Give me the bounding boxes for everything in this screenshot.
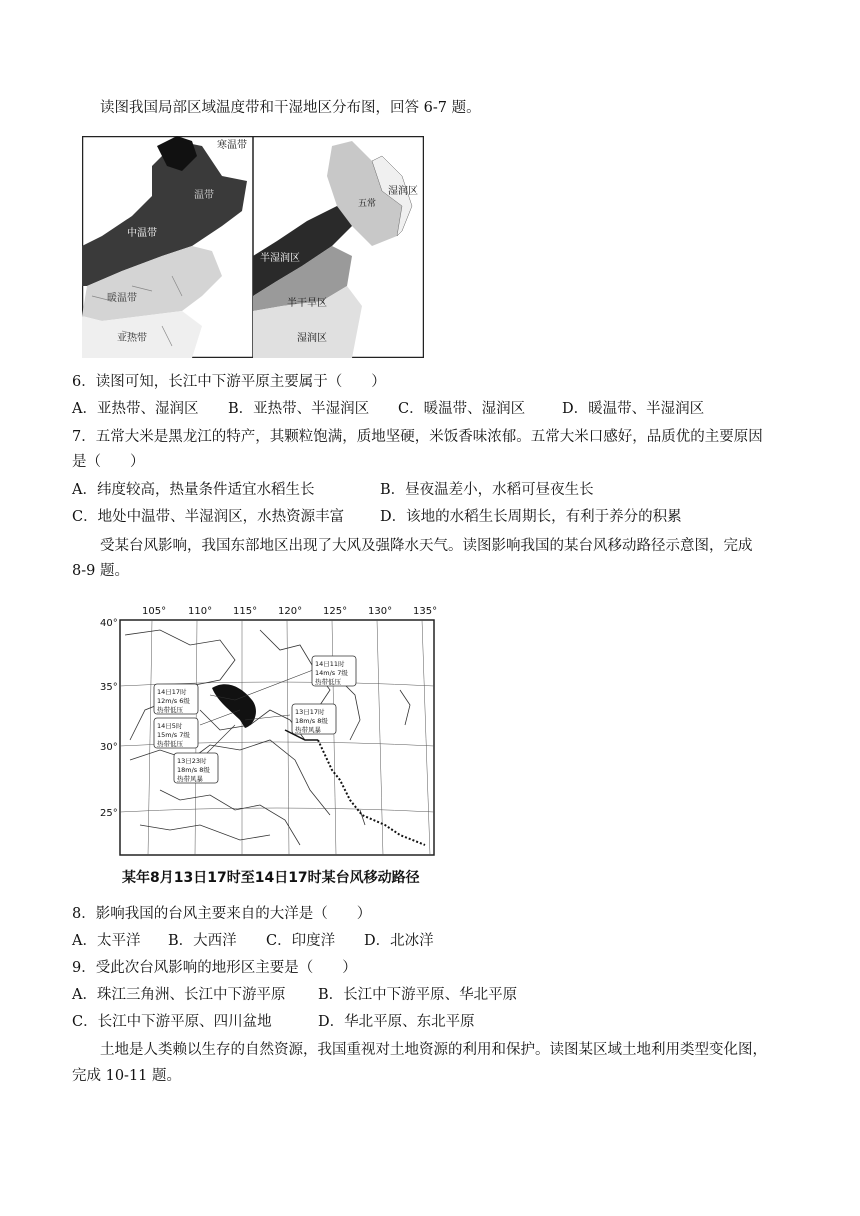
q6-option-d[interactable]: D．暖温带、半湿润区 xyxy=(562,401,705,417)
intro-8-9-line2: 8-9 题。 xyxy=(72,563,129,579)
label-temperate: 温带 xyxy=(194,190,214,201)
lon-115: 115° xyxy=(233,606,258,617)
box1-line1: 14日11时 xyxy=(315,660,345,668)
box4-line1: 13日17时 xyxy=(295,708,325,716)
q8-stem: 8．影响我国的台风主要来自的大洋是（ ） xyxy=(72,906,372,922)
lon-105: 105° xyxy=(142,606,167,617)
label-semi-arid: 半干旱区 xyxy=(287,298,327,309)
lon-125: 125° xyxy=(323,606,348,617)
box1-line2: 14m/s 7级 xyxy=(315,669,348,677)
q7-stem-line2: 是（ ） xyxy=(72,454,145,470)
box2-line2: 12m/s 6级 xyxy=(157,697,190,705)
lon-130: 130° xyxy=(368,606,393,617)
lat-35: 35° xyxy=(100,682,118,693)
label-semi-humid: 半湿润区 xyxy=(260,253,300,264)
box1-line3: 热带低压 xyxy=(315,678,341,686)
q9-option-c[interactable]: C．长江中下游平原、四川盆地 xyxy=(72,1014,272,1030)
box2-line1: 14日17时 xyxy=(157,688,187,696)
q8-option-d[interactable]: D．北冰洋 xyxy=(364,933,434,949)
q7-option-d[interactable]: D．该地的水稻生长周期长，有利于养分的积累 xyxy=(380,509,682,525)
q7-option-a[interactable]: A．纬度较高，热量条件适宜水稻生长 xyxy=(72,482,315,498)
box5-line1: 13日23时 xyxy=(177,757,207,765)
q9-option-d[interactable]: D．华北平原、东北平原 xyxy=(318,1014,475,1030)
intro-10-11-line1: 土地是人类赖以生存的自然资源，我国重视对土地资源的利用和保护。读图某区域土地利用类型变化图， xyxy=(100,1042,767,1058)
box3-line1: 14日5时 xyxy=(157,722,183,730)
q6-option-b[interactable]: B．亚热带、半湿润区 xyxy=(228,401,370,417)
q7-stem-line1: 7．五常大米是黑龙江的特产，其颗粒饱满，质地坚硬，米饭香味浓郁。五常大米口感好，品质优的主要原因 xyxy=(72,429,763,445)
box3-line3: 热带低压 xyxy=(157,740,183,748)
typhoon-track-map xyxy=(100,600,445,892)
q9-option-b[interactable]: B．长江中下游平原、华北平原 xyxy=(318,987,518,1003)
intro-10-11-line2: 完成 10-11 题。 xyxy=(72,1068,182,1084)
lon-110: 110° xyxy=(188,606,213,617)
q7-option-b[interactable]: B．昼夜温差小，水稻可昼夜生长 xyxy=(380,482,594,498)
label-subtropical: 亚热带 xyxy=(117,333,147,344)
label-wuchang: 五常 xyxy=(358,199,377,209)
box3-line2: 15m/s 7级 xyxy=(157,731,190,739)
typhoon-map-caption: 某年8月13日17时至14日17时某台风移动路径 xyxy=(122,870,420,886)
intro-8-9-line1: 受某台风影响，我国东部地区出现了大风及强降水天气。读图影响我国的某台风移动路径示意图，完成 xyxy=(100,538,753,554)
box4-line2: 18m/s 8级 xyxy=(295,717,328,725)
q8-option-b[interactable]: B．大西洋 xyxy=(168,933,237,949)
label-cold-temperate: 寒温带 xyxy=(217,140,247,151)
q8-option-c[interactable]: C．印度洋 xyxy=(266,933,336,949)
label-humid-south: 湿润区 xyxy=(297,333,327,344)
lat-25: 25° xyxy=(100,808,118,819)
lat-30: 30° xyxy=(100,742,118,753)
intro-6-7: 读图我国局部区域温度带和干湿地区分布图，回答 6-7 题。 xyxy=(100,100,481,116)
box5-line2: 18m/s 8级 xyxy=(177,766,210,774)
lon-120: 120° xyxy=(278,606,303,617)
lat-40: 40° xyxy=(100,618,118,629)
box2-line3: 热带低压 xyxy=(157,706,183,714)
label-warm-temperate: 暖温带 xyxy=(107,293,137,304)
box4-line3: 热带风暴 xyxy=(295,726,321,734)
lon-135: 135° xyxy=(413,606,438,617)
box5-line3: 热带风暴 xyxy=(177,775,203,783)
q9-stem: 9．受此次台风影响的地形区主要是（ ） xyxy=(72,960,357,976)
q8-option-a[interactable]: A．太平洋 xyxy=(72,933,141,949)
temperature-humidity-map xyxy=(82,136,424,358)
q9-option-a[interactable]: A．珠江三角洲、长江中下游平原 xyxy=(72,987,286,1003)
q7-option-c[interactable]: C．地处中温带、半湿润区，水热资源丰富 xyxy=(72,509,345,525)
q6-option-c[interactable]: C．暖温带、湿润区 xyxy=(398,401,526,417)
q6-stem: 6．读图可知，长江中下游平原主要属于（ ） xyxy=(72,374,386,390)
label-mid-temperate: 中温带 xyxy=(127,228,157,239)
q6-option-a[interactable]: A．亚热带、湿润区 xyxy=(72,401,199,417)
label-humid-ne: 湿润区 xyxy=(388,186,418,197)
